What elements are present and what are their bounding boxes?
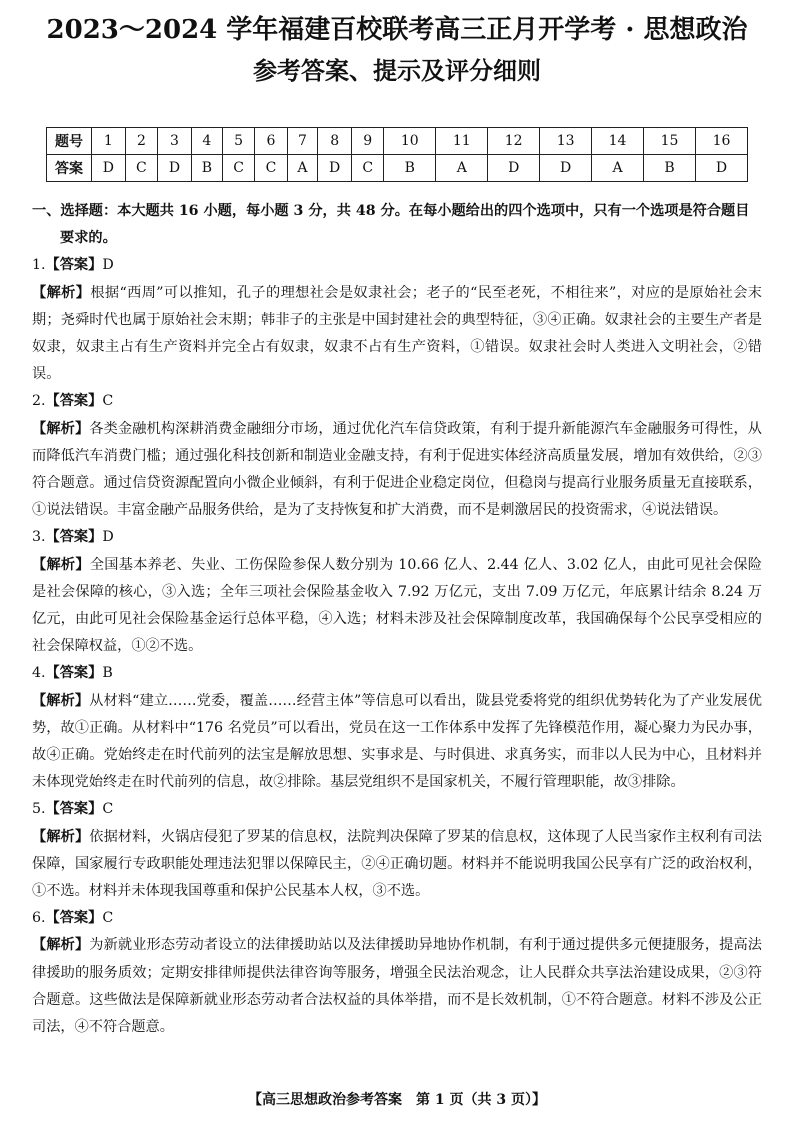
answer-tag: 【答案】	[45, 665, 103, 682]
question-answer	[32, 524, 762, 551]
explanation-text: 全国基本养老、失业、工伤保险参保人数分别为 10.66 亿人、2.44 亿人、3.02 亿人，由此可见社会保险是社会保障的核心，③入选；全年三项社会保险基金收入 7.92 万亿元，支出 7.09 万亿元，年底累计结余 8.24 万亿元，由此可见社会保险基金运行总体平稳，④入选；材料未涉及社会保障制度改革，我国确保每个公民享受相应的社会保障权益，①②不选。	[32, 556, 762, 655]
question-number: 3.	[32, 529, 46, 546]
number-cell: 3	[158, 128, 192, 155]
explanation-text: 为新就业形态劳动者设立的法律援助站以及法律援助异地协作机制，有利于通过提供多元便捷服务，提高法律援助的服务质效；定期安排律师提供法律咨询等服务，增强全民法治观念，让人民群众共享法治建设成果，②③符合题意。这些做法是保障新就业形态劳动者合法权益的具体举措，而不是长效机制，①不符合题意。材料不涉及公正司法，④不符合题意。	[32, 937, 762, 1036]
explanation-text: 各类金融机构深耕消费金融细分市场，通过优化汽车信贷政策，有利于提升新能源汽车金融服务可得性，从而降低汽车消费门槛；通过强化科技创新和制造业金融支持，有利于促进实体经济高质量发展，增加有效供给，②③符合题意。通过信贷资源配置向小微企业倾斜，有利于促进企业稳定岗位，但稳岗与提高行业服务质量无直接联系，①说法错误。丰富金融产品服务供给，是为了支持恢复和扩大消费，而不是刺激居民的投资需求，④说法错误。	[32, 420, 762, 519]
number-cell: 8	[318, 128, 352, 155]
answer-cell: D	[92, 155, 126, 182]
number-cell: 5	[222, 128, 254, 155]
explanation-text: 从材料“建立……党委，覆盖……经营主体”等信息可以看出，陇县党委将党的组织优势转化为了产业发展优势，故①正确。从材料中“176 名党员”可以看出，党员在这一工作体系中发挥了先锋模范作用，凝心聚力为民办事，故④正确。党始终走在时代前列的法宝是解放思想、实事求是、与时俱进、求真务实，而非以人民为中心，且材料并未体现党始终走在时代前列的信息，故②排除。基层党组织不是国家机关，不履行管理职能，故③排除。	[32, 692, 762, 791]
answer-tag: 【答案】	[45, 801, 103, 818]
question-number: 5.	[32, 801, 46, 818]
answer-letter: D	[102, 529, 114, 546]
question-number: 1.	[32, 257, 46, 274]
number-cell: 10	[384, 128, 436, 155]
number-cell: 1	[92, 128, 126, 155]
answer-cell: C	[125, 155, 157, 182]
answer-tag: 【答案】	[45, 910, 103, 927]
answer-cell: D	[318, 155, 352, 182]
answer-table-number-row	[47, 128, 748, 155]
answer-letter: C	[102, 801, 114, 818]
explanation-tag: 【解析】	[32, 937, 90, 954]
answer-cell: B	[384, 155, 436, 182]
answer-tag: 【答案】	[45, 393, 103, 410]
question-explanation	[32, 824, 762, 906]
number-row-label: 题号	[47, 128, 92, 155]
section-heading-line2: 要求的。	[60, 230, 117, 247]
explanation-tag: 【解析】	[32, 828, 90, 845]
explanation-tag: 【解析】	[32, 692, 90, 709]
answer-tag: 【答案】	[45, 529, 103, 546]
explanation-text: 根据“西周”可以推知，孔子的理想社会是奴隶社会；老子的“民至老死，不相往来”，对应的是原始社会末期；尧舜时代也属于原始社会末期；韩非子的主张是中国封建社会的典型特征，③④正确。奴隶社会的主要生产者是奴隶，奴隶主占有生产资料并完全占有奴隶，奴隶不占有生产资料，①错误。奴隶社会时人类进入文明社会，②错误。	[32, 284, 762, 383]
question-explanation	[32, 280, 762, 389]
number-cell: 9	[352, 128, 384, 155]
answer-cell: A	[436, 155, 488, 182]
number-cell: 11	[436, 128, 488, 155]
question-answer	[32, 388, 762, 415]
question-answer	[32, 796, 762, 823]
document-title: 2023～2024 学年福建百校联考高三正月开学考 · 思想政治	[46, 15, 748, 45]
number-cell: 7	[287, 128, 318, 155]
number-cell: 15	[644, 128, 696, 155]
number-cell: 13	[540, 128, 592, 155]
number-cell: 16	[695, 128, 747, 155]
answer-cell: A	[592, 155, 644, 182]
question-explanation	[32, 552, 762, 661]
answer-cell: D	[488, 155, 540, 182]
answer-row-label: 答案	[47, 155, 92, 182]
answer-table-answer-row	[47, 155, 748, 182]
answer-cell: B	[644, 155, 696, 182]
question-explanation	[32, 688, 762, 797]
answer-cell: C	[352, 155, 384, 182]
explanation-tag: 【解析】	[32, 556, 90, 573]
answer-letter: C	[102, 910, 114, 927]
question-explanation	[32, 416, 762, 525]
explanation-text: 依据材料，火锅店侵犯了罗某的信息权，法院判决保障了罗某的信息权，这体现了人民当家作主权利有司法保障，国家履行专政职能处理违法犯罪以保障民主，②④正确切题。材料并不能说明我国公民享有广泛的政治权利，①不选。材料并未体现我国尊重和保护公民基本人权，③不选。	[32, 828, 762, 900]
answer-cell: C	[255, 155, 287, 182]
question-number: 4.	[32, 665, 46, 682]
answer-tag: 【答案】	[45, 257, 103, 274]
answer-cell: C	[222, 155, 254, 182]
number-cell: 14	[592, 128, 644, 155]
answer-cell: D	[158, 155, 192, 182]
section-heading-line1: 一、选择题：本大题共 16 小题，每小题 3 分，共 48 分。在每小题给出的四个选项中，只有一个选项是符合题目	[32, 203, 750, 219]
number-cell: 2	[125, 128, 157, 155]
answer-letter: B	[102, 665, 113, 682]
question-number: 6.	[32, 910, 46, 927]
question-answer	[32, 252, 762, 279]
page-footer: 【高三思想政治参考答案 第 1 页（共 3 页）】	[248, 1092, 546, 1108]
answer-letter: D	[102, 257, 114, 274]
explanation-tag: 【解析】	[32, 284, 91, 301]
answer-cell: D	[540, 155, 592, 182]
answer-table	[46, 127, 748, 182]
answer-cell: B	[191, 155, 222, 182]
question-number: 2.	[32, 393, 46, 410]
explanation-tag: 【解析】	[32, 420, 90, 437]
answer-letter: C	[102, 393, 114, 410]
number-cell: 4	[191, 128, 222, 155]
question-answer	[32, 660, 762, 687]
answer-cell: A	[287, 155, 318, 182]
section-heading	[32, 198, 762, 252]
number-cell: 6	[255, 128, 287, 155]
answer-content	[32, 198, 762, 1041]
document-subtitle: 参考答案、提示及评分细则	[253, 56, 541, 85]
answer-cell: D	[695, 155, 747, 182]
question-answer	[32, 905, 762, 932]
question-explanation	[32, 932, 762, 1041]
number-cell: 12	[488, 128, 540, 155]
